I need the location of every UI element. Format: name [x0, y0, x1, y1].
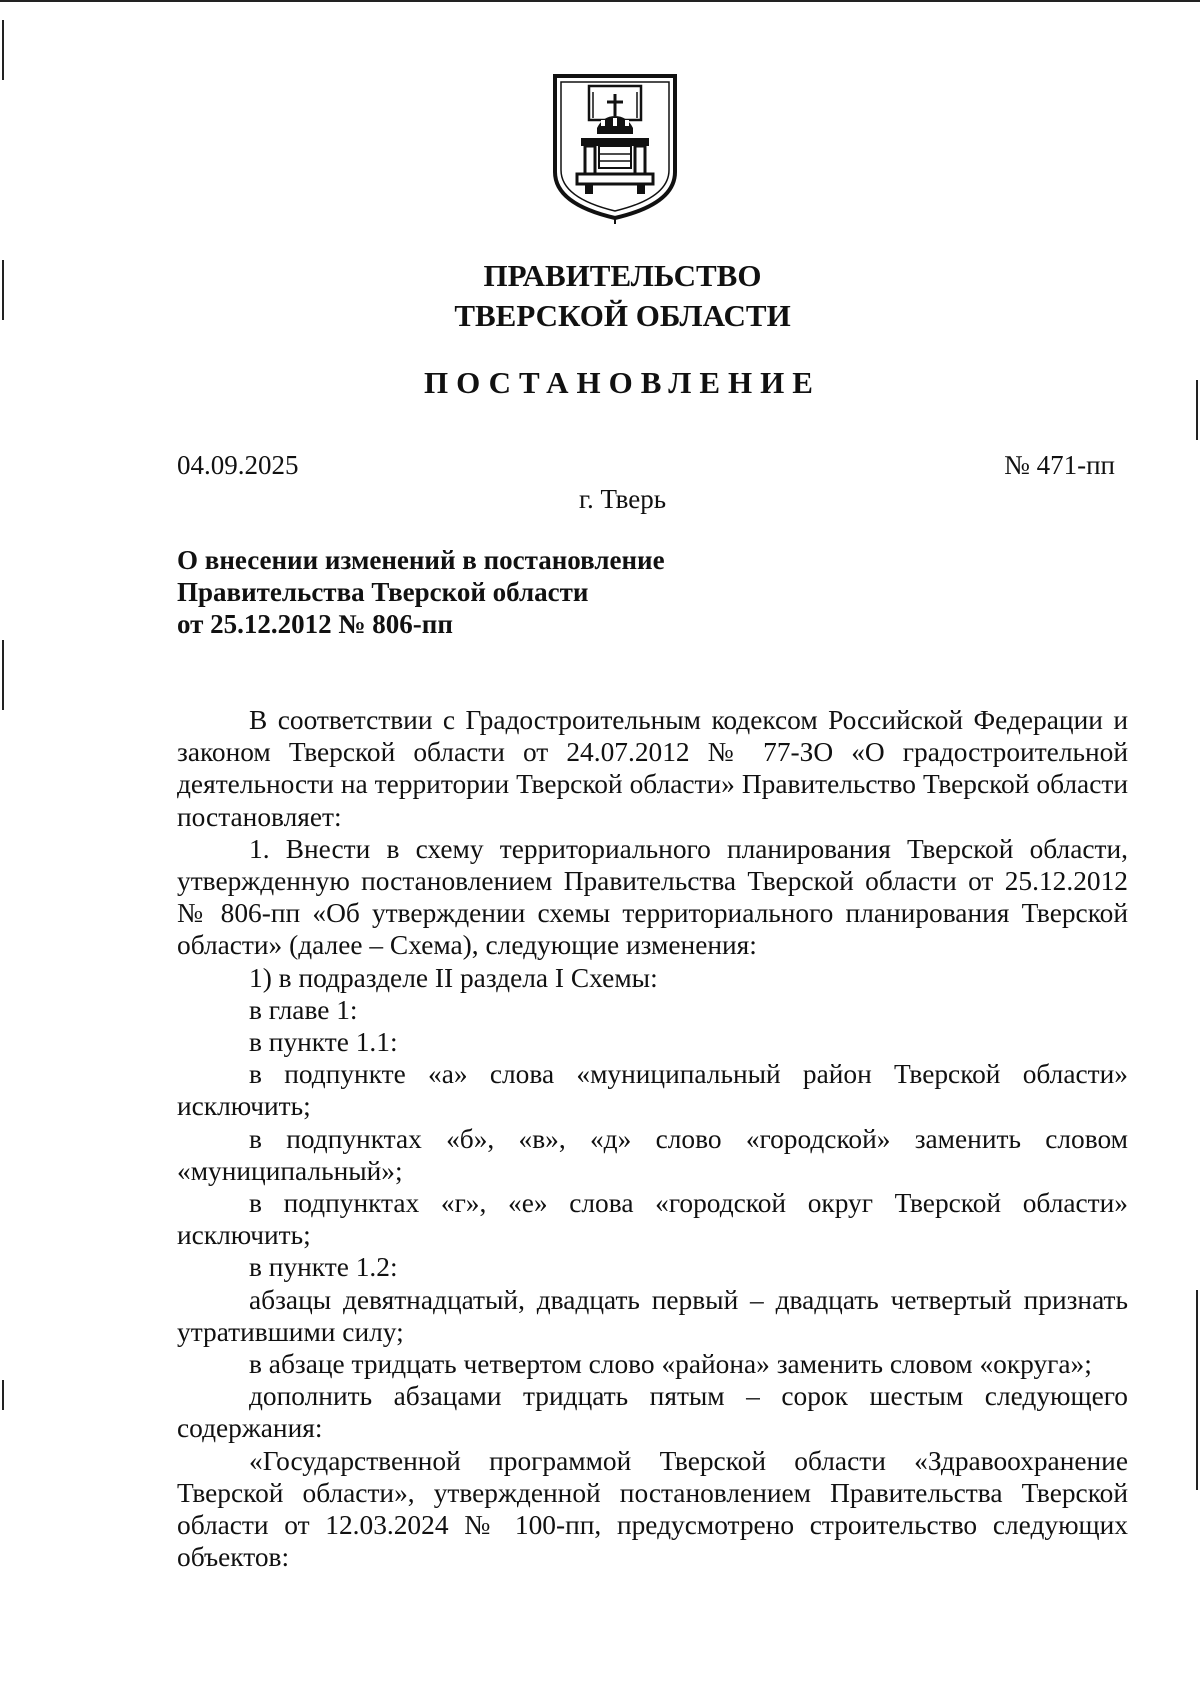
scan-edge-mark	[1196, 1290, 1198, 1490]
document-city: г. Тверь	[578, 484, 667, 514]
document-type-title: ПОСТАНОВЛЕНИЕ	[424, 365, 821, 400]
subject-line: О внесении изменений в постановление	[177, 545, 665, 575]
body-paragraph: в подпунктах «г», «е» слова «городской округ Тверской области» исключить;	[177, 1188, 1128, 1251]
scan-edge-mark	[2, 1380, 4, 1410]
body-paragraph: В соответствии с Градостроительным кодексом Российской Федерации и законом Тверской области от 24.07.2012 № 77-ЗО «О градостроительной деятельности на территории Тверской области» Правительство Тверской области постановляет:	[177, 705, 1128, 832]
body-paragraph: в подпункте «а» слова «муниципальный район Тверской области» исключить;	[177, 1059, 1128, 1122]
body-paragraph: в пункте 1.2:	[249, 1252, 398, 1283]
document-body	[177, 704, 1128, 1573]
body-paragraph: дополнить абзацами тридцать пятым – сорок шестым следующего содержания:	[177, 1381, 1128, 1444]
document-number: № 471-пп	[1004, 450, 1115, 480]
tver-coat-of-arms-icon	[551, 72, 679, 224]
body-paragraph: 1. Внести в схему территориального планирования Тверской области, утвержденную постановлением Правительства Тверской области от 25.12.2012 № 806-пп «Об утверждении схемы территориального планирования Тверской области» (далее – Схема), следующие изменения:	[177, 833, 1128, 961]
scan-edge-mark	[2, 640, 4, 710]
scan-top-border	[0, 0, 1200, 2]
government-name-line2: ТВЕРСКОЙ ОБЛАСТИ	[454, 298, 791, 333]
body-paragraph: в главе 1:	[249, 994, 358, 1025]
body-paragraph: «Государственной программой Тверской области «Здравоохранение Тверской области», утвержденной постановлением Правительства Тверской области от 12.03.2024 № 100-пп, предусмотрено строительство следующих объектов:	[177, 1445, 1128, 1573]
scan-edge-mark	[2, 20, 4, 80]
body-paragraph: в подпунктах «б», «в», «д» слово «городской» заменить словом «муниципальный»;	[177, 1123, 1128, 1186]
subject-line: Правительства Тверской области	[177, 577, 589, 607]
body-paragraph: 1) в подразделе II раздела I Схемы:	[249, 962, 658, 993]
subject-line: от 25.12.2012 № 806-пп	[177, 609, 453, 639]
document-subject	[177, 544, 665, 640]
government-name-line1: ПРАВИТЕЛЬСТВО	[483, 258, 762, 293]
body-paragraph: в абзаце тридцать четвертом слово «района» заменить словом «округа»;	[249, 1349, 1092, 1380]
body-paragraph: абзацы девятнадцатый, двадцать первый – двадцать четвертый признать утратившими силу;	[177, 1284, 1128, 1347]
document-date: 04.09.2025	[177, 450, 299, 480]
body-paragraph: в пункте 1.1:	[249, 1027, 398, 1058]
